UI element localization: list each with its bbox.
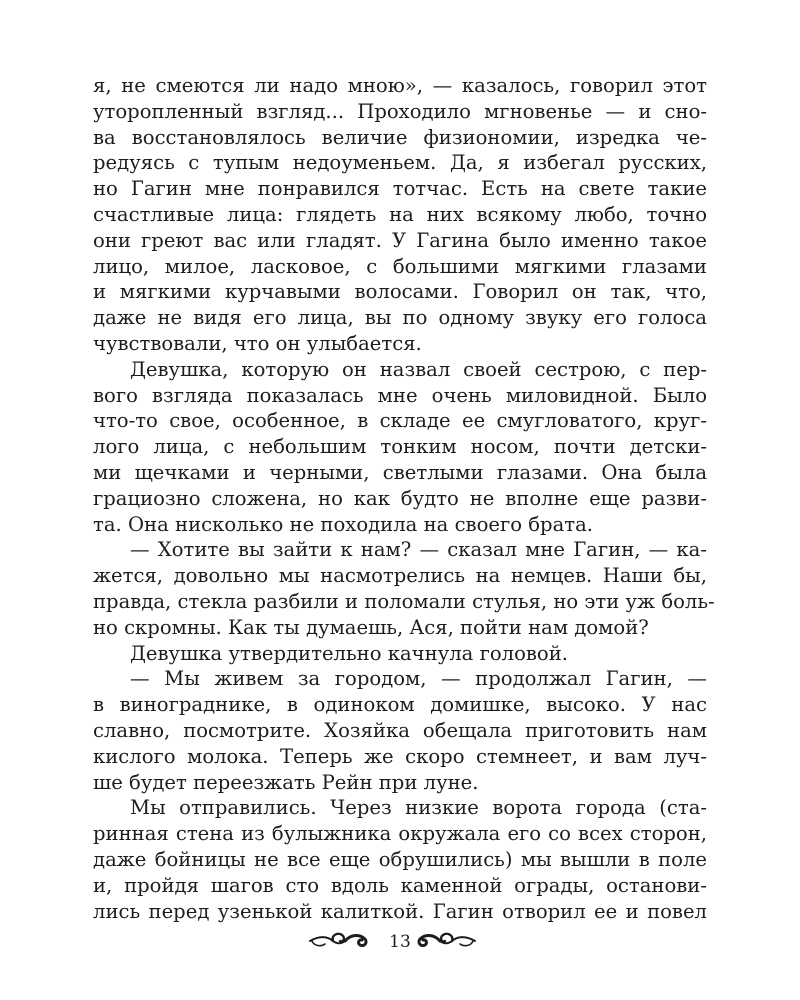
text-line: я, не смеются ли надо мною», — казалось, говорил этот <box>93 74 707 97</box>
text-line: счастливые лица: глядеть на них всякому любо, точно <box>93 202 707 226</box>
page-footer <box>0 926 800 966</box>
text-line: уторопленный взгляд... Проходило мгновенье — и сно- <box>93 99 707 123</box>
text-line: и мягкими курчавыми волосами. Говорил он так, что, <box>93 280 707 304</box>
text-line: — Хотите вы зайти к нам? — сказал мне Гагин, — ка- <box>130 538 707 562</box>
page-number: 13 <box>389 932 411 952</box>
text-line: кислого молока. Теперь же скоро стемнеет, и вам луч- <box>93 744 707 768</box>
text-line: вого взгляда показалась мне очень миловидной. Было <box>93 383 707 407</box>
text-line: лись перед узенькой калиткой. Гагин отворил ее и повел <box>93 899 707 923</box>
text-line: но Гагин мне понравился тотчас. Есть на свете такие <box>93 177 707 201</box>
text-line: правда, стекла разбили и поломали стулья, но эти уж боль- <box>93 589 715 613</box>
text-line: лого лица, с небольшим тонким носом, почти детски- <box>93 435 707 459</box>
text-line: и, пройдя шагов сто вдоль каменной ограды, останови- <box>93 873 707 897</box>
text-line: но скромны. Как ты думаешь, Ася, пойти нам домой? <box>93 615 649 639</box>
text-line: что-то свое, особенное, в складе ее смугловатого, круг- <box>93 409 707 433</box>
text-line: даже не видя его лица, вы по одному звуку его голоса <box>93 306 707 330</box>
page-body-text <box>93 73 715 924</box>
text-line: они греют вас или гладят. У Гагина было именно такое <box>93 228 707 252</box>
text-line: та. Она нисколько не походила на своего брата. <box>93 512 594 536</box>
text-line: Девушка утвердительно качнула головой. <box>130 641 568 665</box>
scroll-ornament-icon <box>307 926 377 952</box>
text-line: славно, посмотрите. Хозяйка обещала приготовить нам <box>93 718 707 742</box>
text-line: даже бойницы не все еще обрушились) мы вышли в поле <box>93 847 707 871</box>
text-line: ринная стена из булыжника окружала его со всех сторон, <box>93 822 707 846</box>
text-line: Девушка, которую он назвал своей сестрою, с пер- <box>130 357 707 381</box>
text-line: Мы отправились. Через низкие ворота города (ста- <box>130 796 707 820</box>
text-line: лицо, милое, ласковое, с большими мягкими глазами <box>93 254 707 278</box>
text-line: жется, довольно мы насмотрелись на немцев. Наши бы, <box>93 564 707 588</box>
text-line: ше будет переезжать Рейн при луне. <box>93 770 479 794</box>
text-line: ми щечками и черными, светлыми глазами. Она была <box>93 460 707 484</box>
text-line: редуясь с тупым недоуменьем. Да, я избегал русских, <box>93 151 707 175</box>
text-line: ва восстановлялось величие физиономии, изредка че- <box>93 125 707 149</box>
text-line: чувствовали, что он улыбается. <box>93 331 422 355</box>
text-line: в винограднике, в одиноком домишке, высоко. У нас <box>93 693 707 717</box>
text-line: — Мы живем за городом, — продолжал Гагин, — <box>130 667 707 691</box>
text-line: грациозно сложена, но как будто не вполне еще разви- <box>93 486 707 510</box>
scroll-ornament-icon <box>408 926 478 952</box>
